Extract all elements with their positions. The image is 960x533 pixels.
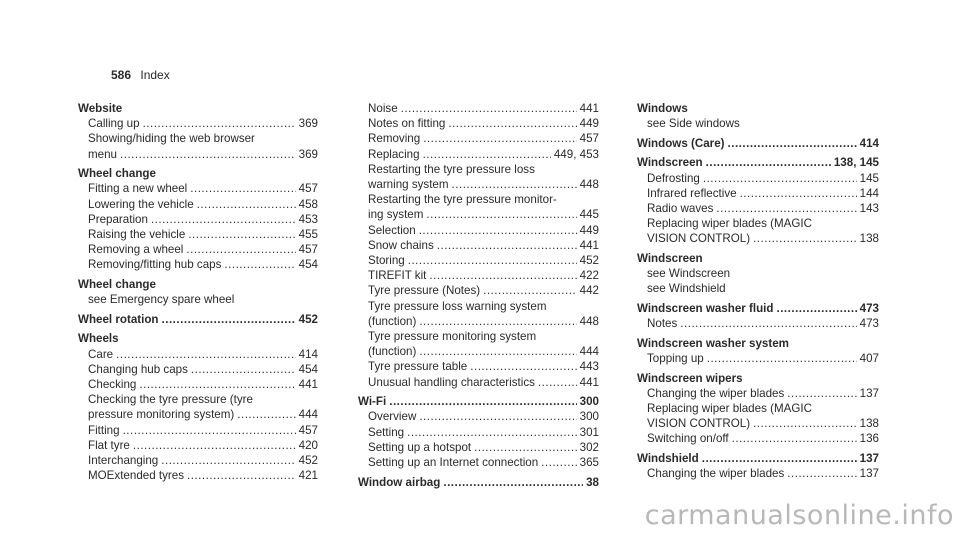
page-reference[interactable]: 137 [859,386,879,400]
index-subentry [358,440,599,455]
dot-leader [419,344,576,359]
entry-label: MOExtended tyres [88,469,185,483]
page-number: 586 [111,68,132,82]
dot-leader [541,455,576,470]
dot-leader [162,312,296,327]
page-reference[interactable]: 473 [859,317,879,331]
entry-label: Defrosting [647,171,700,185]
index-entry [637,371,879,386]
page-reference[interactable]: 449, 453 [553,147,599,161]
index-entry [358,394,599,409]
index-subentry [358,375,599,390]
page-reference[interactable]: 458 [298,197,318,211]
dot-leader [151,212,296,227]
entry-label: Windscreen washer fluid [637,302,774,315]
entry-label: Notes on fitting [368,117,446,131]
entry-label: Wi-Fi [358,395,387,409]
page-reference[interactable]: 455 [298,228,318,242]
dot-leader [538,375,577,390]
index-subentry [358,207,599,222]
index-entry [637,155,879,170]
index-subentry [78,423,318,438]
index-subentry [78,227,318,242]
dot-leader [187,468,296,483]
dot-leader [474,440,577,455]
dot-leader [224,257,295,272]
index-subentry [358,344,599,359]
entry-label: ing system [368,208,424,222]
index-subentry [637,231,879,246]
entry-label: Windscreen washer system [637,336,789,350]
index-subentry [358,455,599,470]
dot-leader [188,227,295,242]
page-reference[interactable]: 300 [579,395,599,409]
index-subentry [78,257,318,272]
page-reference[interactable]: 454 [298,362,318,376]
index-column-1 [78,101,318,483]
entry-label: Windscreen [637,252,703,265]
dot-leader [161,453,295,468]
index-subentry [78,116,318,131]
index-subentry [637,201,879,216]
index-entry [78,331,318,346]
entry-label: Windscreen wipers [637,371,743,385]
index-subentry [358,329,599,344]
entry-label: pressure monitoring system) [88,408,235,422]
entry-label: Removing/fitting hub caps [88,258,222,272]
index-entry [637,336,879,351]
index-subentry [358,299,599,314]
index-subentry [637,401,879,416]
entry-label: Infrared reflective [647,186,737,200]
index-column-3 [637,101,879,481]
index-subentry [637,386,879,401]
dot-leader [732,431,857,446]
index-subentry [637,216,879,231]
dot-leader [680,316,856,331]
page-reference[interactable]: 443 [579,360,599,374]
dot-leader [197,197,296,212]
index-entry [637,136,879,151]
index-subentry [637,281,879,296]
entry-label: Tyre pressure table [368,360,468,374]
dot-leader [120,147,296,162]
entry-label: menu [88,147,118,161]
entry-label: Changing the wiper blades [647,386,785,400]
entry-label: Removing [368,132,421,146]
index-entry [637,251,879,266]
page-reference[interactable]: 137 [859,467,879,481]
index-subentry [78,438,318,453]
index-entry [78,312,318,327]
index-column-2 [358,101,599,490]
index-subentry [358,359,599,374]
index-subentry [358,223,599,238]
index-subentry [358,147,599,162]
page-reference[interactable]: 301 [579,425,599,439]
dot-leader [437,238,577,253]
entry-label: VISION CONTROL) [647,417,751,431]
entry-label: Checking [88,378,137,392]
section-title: Index [140,68,170,82]
dot-leader [133,438,296,453]
page-reference[interactable]: 369 [298,117,318,131]
dot-leader [707,351,857,366]
entry-label: Replacing [368,147,420,161]
entry-label: Changing the wiper blades [647,467,785,481]
index-entry [78,277,318,292]
index-subentry [637,316,879,331]
dot-leader [776,301,856,316]
index-subentry [637,116,879,131]
dot-leader [426,207,576,222]
entry-label: Overview [368,410,417,424]
dot-leader [186,242,295,257]
dot-leader [470,359,576,374]
page-reference[interactable]: 137 [859,452,879,465]
page-reference[interactable]: 369 [298,147,318,161]
entry-label: Calling up [88,117,140,131]
index-subentry [358,192,599,207]
page-reference[interactable]: 452 [298,312,318,326]
watermark: carmanualsonline.info [644,500,954,531]
entry-label: Replacing wiper blades (MAGIC [647,402,812,415]
entry-label: Fitting [88,423,120,437]
dot-leader [429,268,576,283]
page-reference[interactable]: 421 [298,469,318,483]
entry-label: Windows [637,102,688,115]
dot-leader [407,425,577,440]
dot-leader [401,101,577,116]
entry-label: Lowering the vehicle [88,197,194,211]
dot-leader [787,386,856,401]
index-subentry [78,407,318,422]
entry-label: Topping up [647,352,704,365]
index-subentry [637,416,879,431]
index-subentry [358,268,599,283]
entry-label: Restarting the tyre pressure monitor- [368,193,557,207]
entry-label: see Windscreen [647,267,731,281]
page-reference[interactable]: 452 [579,254,599,268]
entry-label: Interchanging [88,454,159,468]
page-reference[interactable]: 444 [579,345,599,359]
index-subentry [358,253,599,268]
index-entry [637,301,879,316]
index-subentry [637,171,879,186]
entry-label: Noise [368,102,398,115]
dot-leader [740,186,857,201]
entry-label: Tyre pressure loss warning system [368,299,547,313]
dot-leader [389,394,576,409]
index-subentry [78,197,318,212]
dot-leader [191,362,296,377]
page-reference[interactable]: 365 [579,456,599,470]
dot-leader [448,116,576,131]
entry-label: Care [88,347,114,361]
page-reference[interactable]: 457 [298,423,318,437]
entry-label: Switching on/off [647,432,729,446]
index-subentry [78,181,318,196]
entry-label: Storing [368,254,405,268]
entry-label: TIREFIT kit [368,269,427,283]
dot-leader [787,466,856,481]
dot-leader [703,171,857,186]
dot-leader [702,451,857,466]
index-subentry [637,431,879,446]
dot-leader [452,177,577,192]
index-subentry [358,162,599,177]
page-reference[interactable]: 454 [298,258,318,272]
entry-label: Setting up a hotspot [368,440,472,454]
entry-label: see Emergency spare wheel [88,293,235,307]
page-reference[interactable]: 414 [859,136,879,150]
page-reference[interactable]: 441 [579,238,599,252]
entry-label: Wheel rotation [78,312,159,326]
page-reference[interactable]: 441 [579,102,599,115]
entry-label: Setting up an Internet connection [368,456,539,470]
entry-label: Window airbag [358,475,441,489]
entry-label: Windshield [637,452,699,465]
entry-label: Windscreen [637,156,703,170]
index-subentry [78,292,318,307]
page-reference[interactable]: 300 [579,410,599,424]
dot-leader [753,231,857,246]
index-subentry [358,116,599,131]
dot-leader [237,407,295,422]
dot-leader [419,314,576,329]
index-entry [637,101,879,116]
page-reference[interactable]: 145 [859,171,879,185]
index-entry [637,451,879,466]
index-subentry [78,212,318,227]
page-reference[interactable]: 407 [859,352,879,365]
dot-leader [706,155,831,170]
page-reference[interactable]: 441 [298,378,318,392]
entry-label: VISION CONTROL) [647,232,751,246]
page-reference[interactable]: 457 [579,132,599,146]
index-subentry [637,351,879,366]
page-reference[interactable]: 442 [579,284,599,298]
entry-label: Restarting the tyre pressure loss [368,162,535,176]
index-subentry [358,177,599,192]
page-reference[interactable]: 422 [579,269,599,283]
page-reference[interactable]: 302 [579,440,599,454]
page-reference[interactable]: 144 [859,186,879,200]
index-subentry [78,468,318,483]
page-reference[interactable]: 449 [579,117,599,131]
entry-label: see Windshield [647,282,726,296]
entry-label: Flat tyre [88,438,130,452]
page-header [111,68,170,82]
index-entry [358,475,599,490]
index-entry [78,166,318,181]
index-subentry [358,283,599,298]
entry-label: Wheel change [78,278,156,292]
index-subentry [78,453,318,468]
index-subentry [358,238,599,253]
entry-label: Raising the vehicle [88,228,186,242]
page-reference[interactable]: 138 [859,232,879,246]
entry-label: Windows (Care) [637,136,725,150]
page-reference[interactable]: 414 [298,347,318,361]
page-reference[interactable]: 457 [298,243,318,257]
page-reference[interactable]: 138 [859,417,879,431]
entry-label: (function) [368,314,417,328]
index-subentry [78,347,318,362]
entry-label: Tyre pressure (Notes) [368,284,481,298]
index-subentry [78,392,318,407]
entry-label: Wheel change [78,167,156,181]
index-subentry [637,186,879,201]
page-reference[interactable]: 452 [298,454,318,468]
page-reference[interactable]: 136 [859,432,879,446]
page-reference[interactable]: 445 [579,208,599,222]
dot-leader [423,131,576,146]
entry-label: Notes [647,317,678,331]
page-reference[interactable]: 138, 145 [833,156,879,170]
entry-label: Wheels [78,332,119,346]
entry-label: see Side windows [647,117,740,131]
page-reference[interactable]: 473 [859,302,879,315]
page-reference[interactable]: 448 [579,314,599,328]
dot-leader [190,181,295,196]
entry-label: Selection [368,223,416,237]
entry-label: (function) [368,345,417,359]
page-reference[interactable]: 420 [298,438,318,452]
dot-leader [143,116,296,131]
page-reference[interactable]: 38 [586,475,599,489]
index-subentry [78,242,318,257]
index-subentry [78,377,318,392]
index-subentry [358,131,599,146]
entry-label: Checking the tyre pressure (tyre [88,393,253,407]
page-reference[interactable]: 448 [579,178,599,192]
index-subentry [78,147,318,162]
index-subentry [637,266,879,281]
entry-label: Website [78,102,123,115]
entry-label: Snow chains [368,238,434,252]
dot-leader [728,136,857,151]
page-reference[interactable]: 453 [298,212,318,226]
dot-leader [408,253,577,268]
dot-leader [753,416,857,431]
index-subentry [358,409,599,424]
index-entry [78,101,318,116]
dot-leader [139,377,295,392]
entry-label: Preparation [88,212,148,226]
dot-leader [443,475,583,490]
dot-leader [423,147,551,162]
entry-label: Fitting a new wheel [88,182,188,196]
dot-leader [419,409,576,424]
dot-leader [483,283,577,298]
page-reference[interactable]: 441 [579,375,599,389]
page-reference[interactable]: 449 [579,223,599,237]
index-subentry [78,362,318,377]
entry-label: Replacing wiper blades (MAGIC [647,217,812,231]
index-subentry [358,425,599,440]
index-subentry [358,101,599,116]
index-subentry [358,314,599,329]
entry-label: warning system [368,178,449,192]
entry-label: Removing a wheel [88,243,184,257]
entry-label: Unusual handling characteristics [368,375,535,389]
dot-leader [116,347,296,362]
entry-label: Setting [368,425,405,439]
dot-leader [123,423,296,438]
page-reference[interactable]: 457 [298,182,318,196]
page-reference[interactable]: 444 [298,408,318,422]
page-reference[interactable]: 143 [859,202,879,215]
entry-label: Changing hub caps [88,362,188,376]
entry-label: Showing/hiding the web browser [88,132,255,146]
entry-label: Radio waves [647,202,714,215]
entry-label: Tyre pressure monitoring system [368,330,537,344]
index-subentry [78,131,318,146]
dot-leader [716,201,856,216]
dot-leader [419,223,577,238]
index-subentry [637,466,879,481]
